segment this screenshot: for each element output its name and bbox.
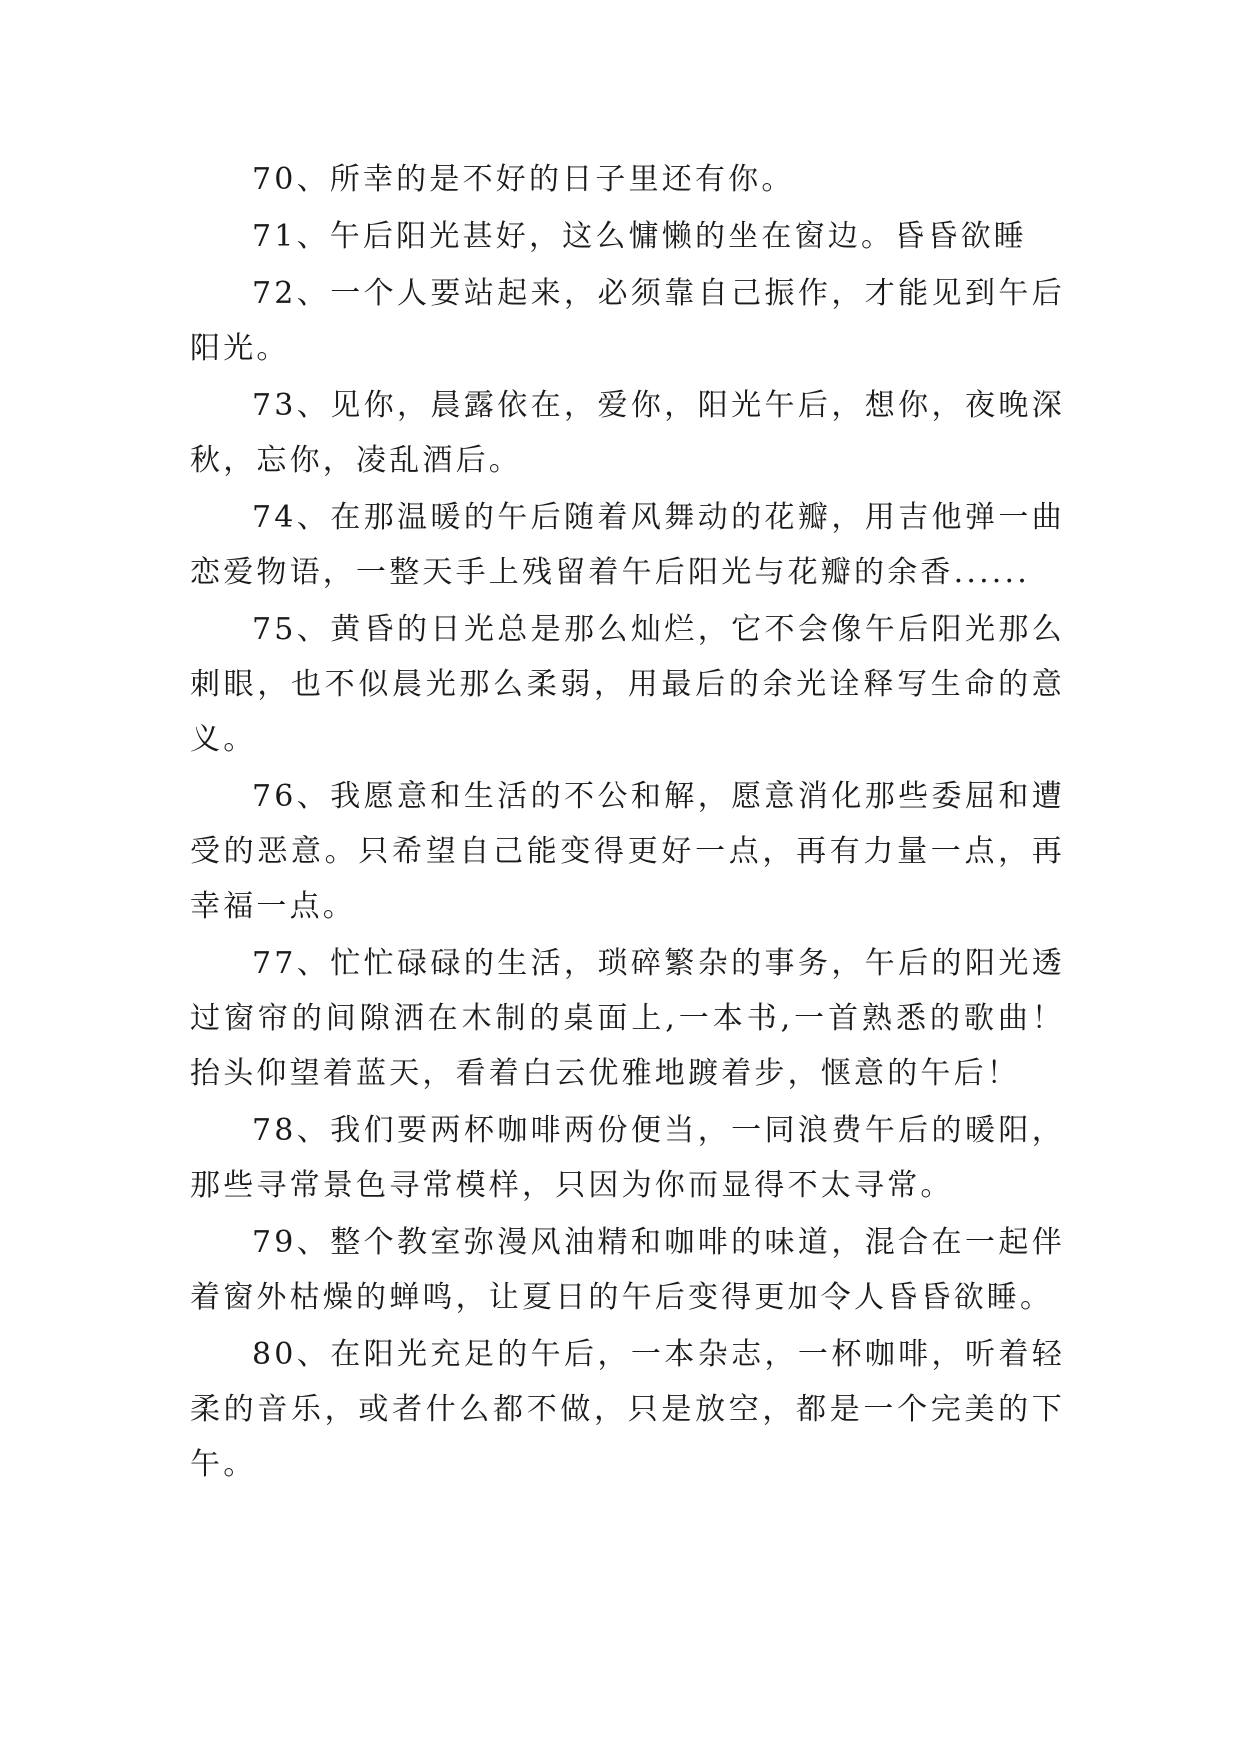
paragraph-74: 74、在那温暖的午后随着风舞动的花瓣，用吉他弹一曲恋爱物语，一整天手上残留着午后阳光与花瓣的余香...... <box>190 500 1065 590</box>
paragraph-73: 73、见你，晨露依在，爱你，阳光午后，想你，夜晚深秋，忘你，凌乱酒后。 <box>190 388 1065 478</box>
paragraph-70: 70、所幸的是不好的日子里还有你。 <box>252 162 795 197</box>
document-body <box>190 152 1065 1494</box>
paragraph-79: 79、整个教室弥漫风油精和咖啡的味道，混合在一起伴着窗外枯燥的蝉鸣，让夏日的午后变得更加令人昏昏欲睡。 <box>190 1225 1065 1315</box>
paragraph-72: 72、一个人要站起来，必须靠自己振作，才能见到午后阳光。 <box>190 276 1065 366</box>
paragraph-78: 78、我们要两杯咖啡两份便当，一同浪费午后的暖阳，那些寻常景色寻常模样，只因为你而显得不太寻常。 <box>190 1113 1065 1203</box>
paragraph-75: 75、黄昏的日光总是那么灿烂，它不会像午后阳光那么刺眼，也不似晨光那么柔弱，用最后的余光诠释写生命的意义。 <box>190 612 1065 757</box>
paragraph-71: 71、午后阳光甚好，这么慵懒的坐在窗边。昏昏欲睡 <box>252 219 1027 254</box>
paragraph-76: 76、我愿意和生活的不公和解，愿意消化那些委屈和遭受的恶意。只希望自己能变得更好一点，再有力量一点，再幸福一点。 <box>190 779 1065 924</box>
paragraph-80: 80、在阳光充足的午后，一本杂志，一杯咖啡，听着轻柔的音乐，或者什么都不做，只是放空，都是一个完美的下午。 <box>190 1337 1065 1482</box>
paragraph-77: 77、忙忙碌碌的生活，琐碎繁杂的事务，午后的阳光透过窗帘的间隙洒在木制的桌面上,一本书,一首熟悉的歌曲！抬头仰望着蓝天，看着白云优雅地踱着步，惬意的午后！ <box>190 946 1065 1091</box>
